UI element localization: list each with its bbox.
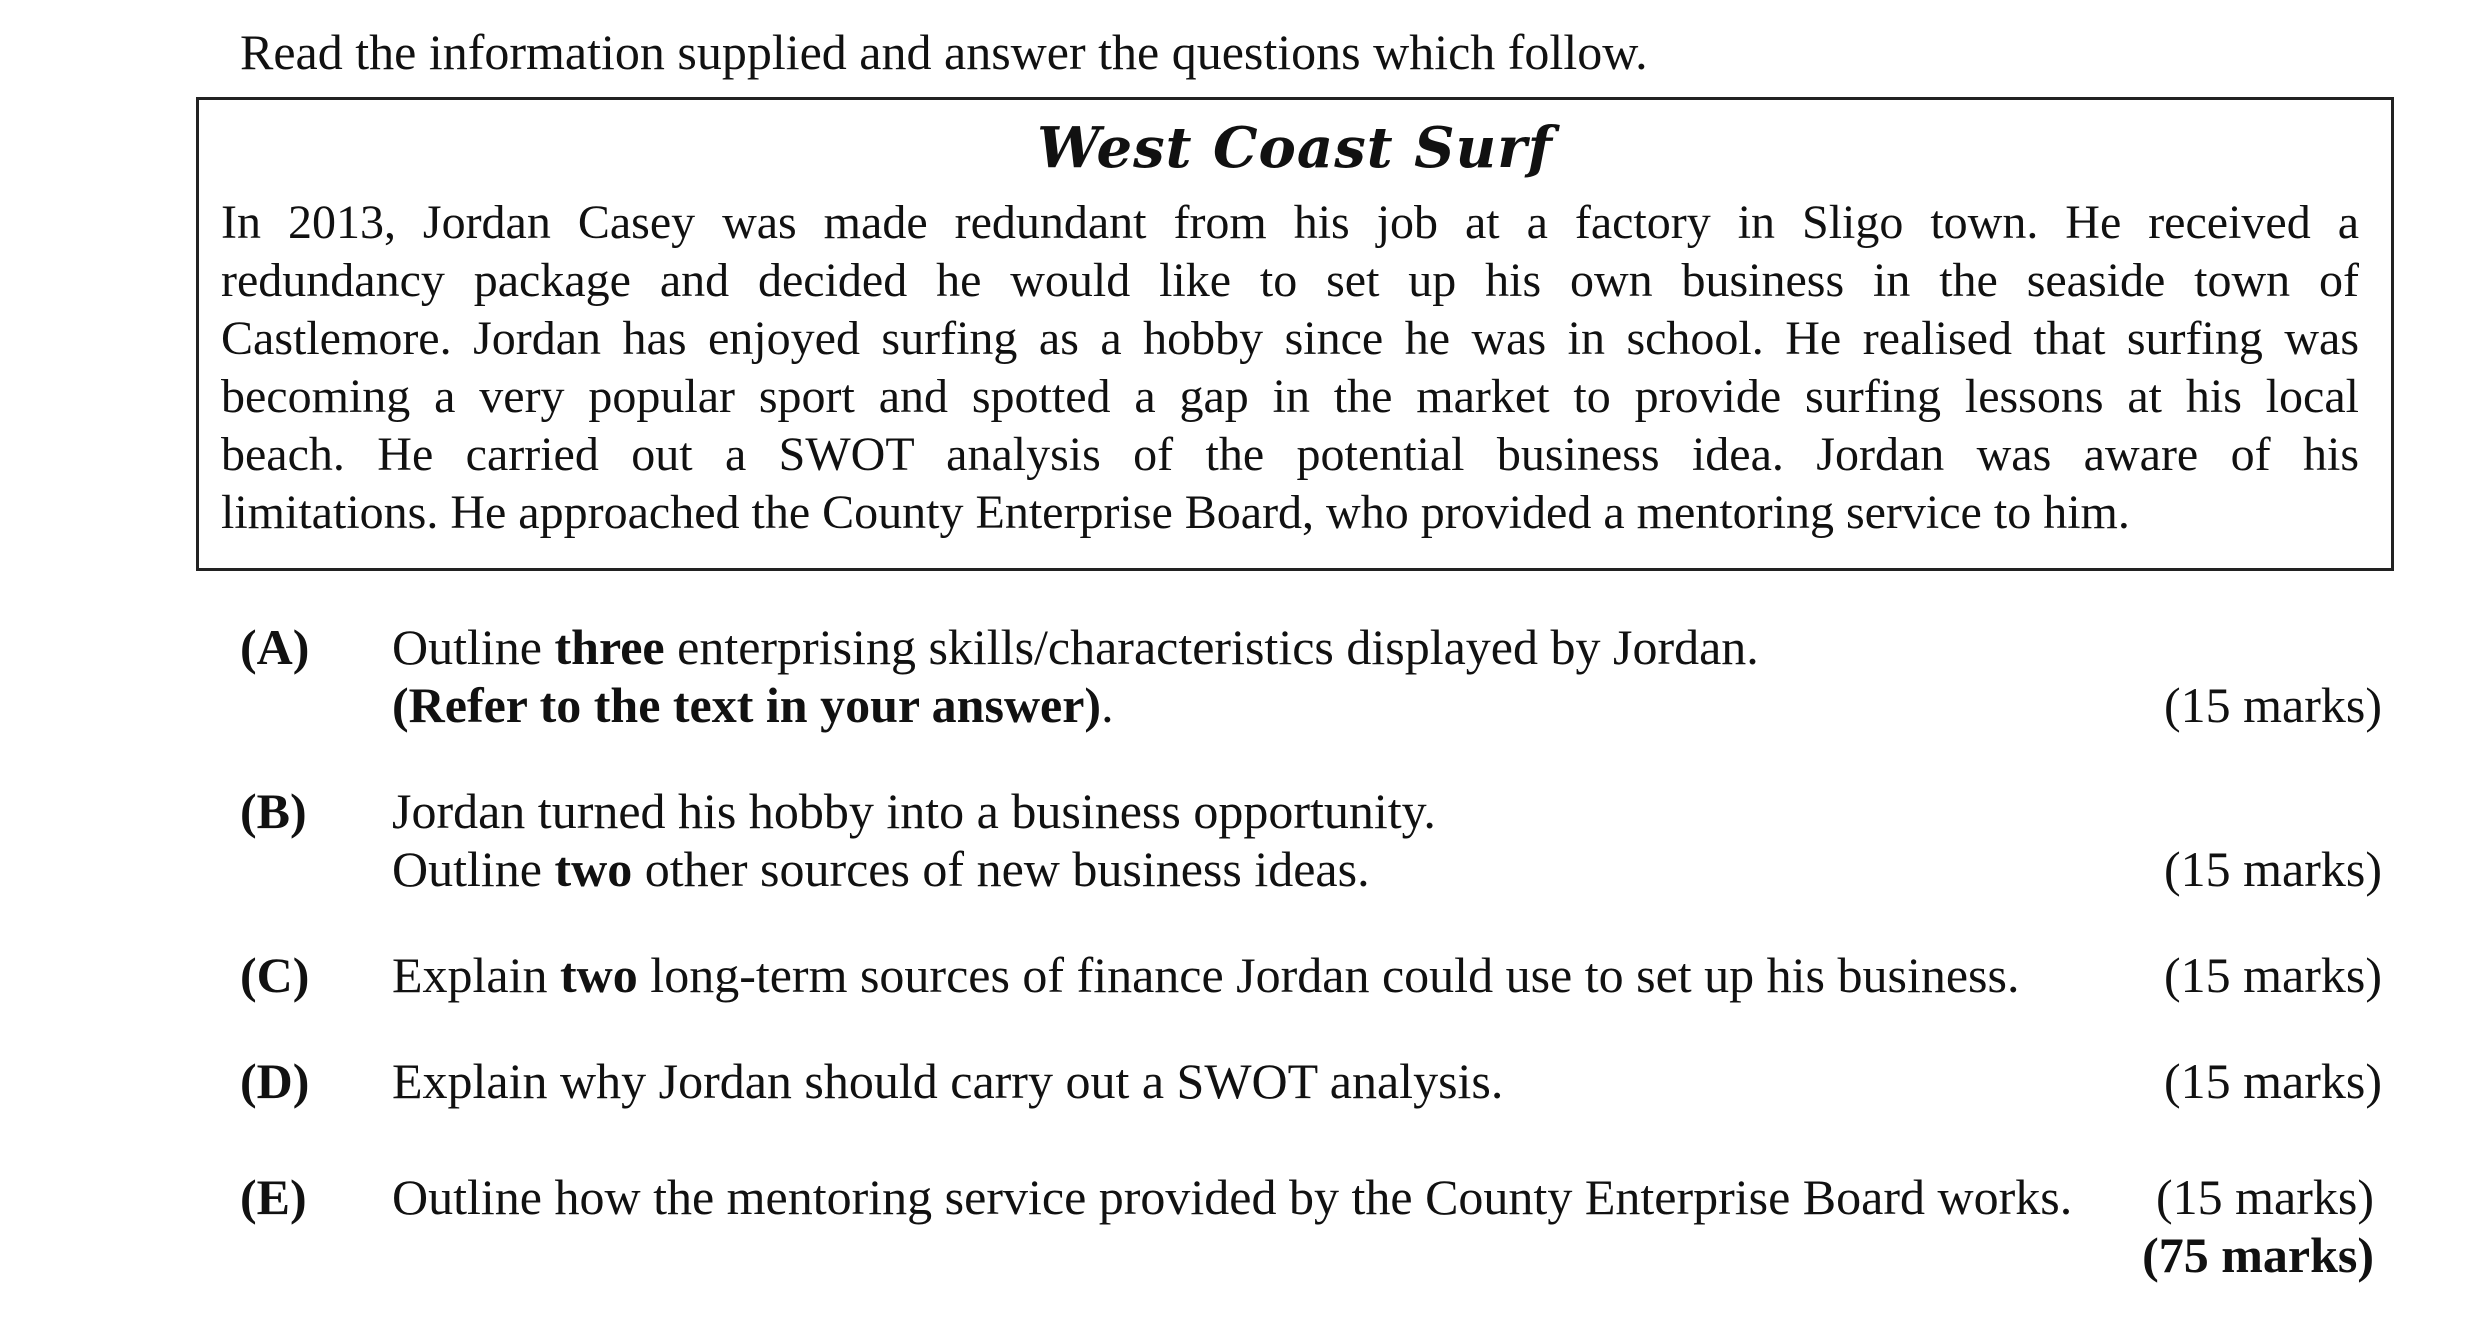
question-c (240, 946, 2382, 1004)
question-text: Jordan turned his hobby into a business opportunity. (392, 783, 1436, 839)
question-marks: (15 marks) (2156, 1169, 2374, 1225)
question-marks: (15 marks) (2164, 677, 2382, 733)
question-label: (C) (240, 947, 310, 1003)
case-study-line: Castlemore. Jordan has enjoyed surfing as a hobby since he was in school. He realised that surfing was (221, 312, 2359, 365)
question-text: Outline how the mentoring service provided by the County Enterprise Board works. (392, 1169, 2073, 1225)
case-study-title: West Coast Surf (1037, 115, 1553, 181)
total-marks: (75 marks) (2142, 1227, 2374, 1283)
question-d (240, 1052, 2382, 1110)
case-study-box (196, 97, 2394, 571)
question-instruction: (Refer to the text in your answer). (392, 677, 1114, 733)
question-marks: (15 marks) (2164, 947, 2382, 1003)
question-b (240, 782, 2382, 898)
question-text: Outline three enterprising skills/characteristics displayed by Jordan. (392, 619, 1759, 675)
question-label: (A) (240, 619, 310, 675)
question-text: Explain two long-term sources of finance Jordan could use to set up his business. (392, 947, 2020, 1003)
question-marks: (15 marks) (2164, 841, 2382, 897)
question-label: (B) (240, 783, 307, 839)
case-study-text (221, 194, 2359, 542)
question-e (240, 1168, 2374, 1283)
question-marks: (15 marks) (2164, 1053, 2382, 1109)
question-label: (D) (240, 1053, 310, 1109)
case-study-line: becoming a very popular sport and spotted a gap in the market to provide surfing lessons at his local (221, 370, 2359, 423)
case-study-line: limitations. He approached the County Enterprise Board, who provided a mentoring service to him. (221, 486, 2130, 539)
case-study-line: In 2013, Jordan Casey was made redundant from his job at a factory in Sligo town. He received a (221, 196, 2359, 249)
case-study-line: beach. He carried out a SWOT analysis of the potential business idea. Jordan was aware of his (221, 428, 2359, 481)
question-text: Explain why Jordan should carry out a SWOT analysis. (392, 1053, 1504, 1109)
question-label: (E) (240, 1169, 307, 1225)
question-a (240, 618, 2382, 734)
case-study-line: redundancy package and decided he would like to set up his own business in the seaside town of (221, 254, 2359, 307)
instructions: Read the information supplied and answer the questions which follow. (240, 24, 1648, 80)
question-text: Outline two other sources of new business ideas. (392, 841, 1370, 897)
